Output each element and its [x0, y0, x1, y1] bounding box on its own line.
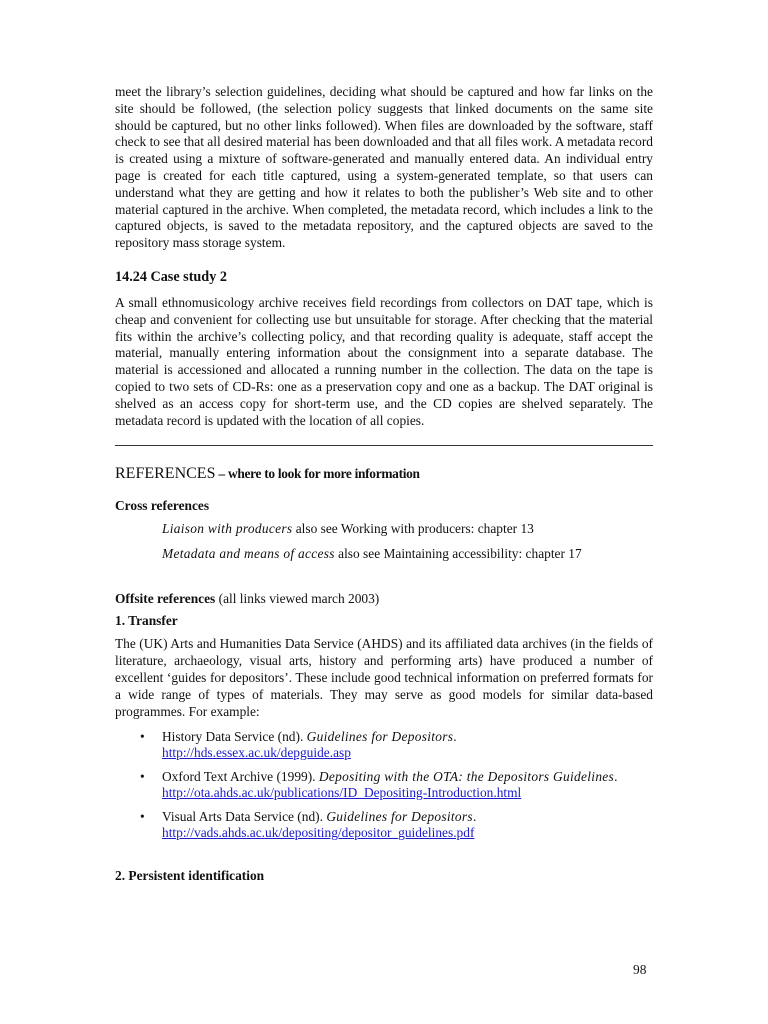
case-study-paragraph: A small ethnomusicology archive receives field recordings from collectors on DAT tape, which is cheap and convenient for collecting use but unsuitable for storage. After checking that the material fits within the archive’s collecting policy, and that recording quality is adequate, staff accept the material, manually entering information about the consignment into a separate database. The material is accessioned and allocated a running number in the collection. The data on the tape is copied to two sets of CD-Rs: one as a preservation copy and one as a backup. The DAT original is shelved as an access copy for short-term use, and the CD copies are shelved separately. The metadata record is updated with the location of all copies.: [115, 294, 653, 428]
reference-end: .: [614, 769, 618, 785]
reference-link[interactable]: http://ota.ahds.ac.uk/publications/ID_Depositing-Introduction.html: [162, 785, 522, 801]
cross-reference-topic: Metadata and means of access: [162, 546, 335, 562]
cross-reference-item: [162, 520, 653, 537]
persistent-identification-heading: 2. Persistent identification: [115, 868, 265, 884]
page-content: [115, 84, 653, 884]
reference-title: Guidelines for Depositors: [326, 809, 473, 825]
reference-title: Guidelines for Depositors: [306, 729, 454, 745]
list-item: [115, 769, 653, 801]
reference-source: Visual Arts Data Service (nd).: [162, 809, 327, 825]
reference-link[interactable]: http://hds.essex.ac.uk/depguide.asp: [162, 745, 351, 761]
reference-end: .: [453, 729, 457, 745]
cross-references-heading: Cross references: [115, 498, 210, 514]
cross-reference-topic: Liaison with producers: [162, 521, 293, 537]
references-subtitle: – where to look for more information: [215, 466, 420, 482]
list-item: [115, 809, 653, 841]
cross-reference-item: [162, 545, 653, 562]
reference-source: History Data Service (nd).: [162, 729, 307, 745]
references-heading: REFERENCES: [115, 465, 216, 483]
case-study-heading: 14.24 Case study 2: [115, 268, 227, 285]
cross-reference-target: also see Maintaining accessibility: chapter 17: [334, 546, 582, 562]
cross-reference-target: also see Working with producers: chapter 13: [292, 521, 534, 537]
bullet-icon: •: [140, 769, 145, 785]
reference-link[interactable]: http://vads.ahds.ac.uk/depositing/depositor_guidelines.pdf: [162, 825, 475, 841]
intro-paragraph: meet the library’s selection guidelines, deciding what should be captured and how far links on the site should be followed, (the selection policy suggests that linked documents on the same site should be captured, but no other links followed). When files are downloaded by the software, staff check to see that all desired material has been downloaded and that all files work. A metadata record is created using a mixture of software-generated and manually entered data. An individual entry page is created for each title captured, using a system-generated template, so that users can understand what they are getting and how it relates to both the publisher’s Web site and to other material captured in the archive. When completed, the metadata record, which includes a link to the captured objects, is saved to the metadata repository, and the captured objects are saved to the repository mass storage system.: [115, 84, 653, 251]
depositor-guides-list: [115, 729, 653, 841]
reference-title: Depositing with the OTA: the Depositors Guidelines: [318, 769, 615, 785]
list-item: [115, 729, 653, 761]
page-number: 98: [633, 962, 647, 977]
transfer-heading: 1. Transfer: [115, 613, 178, 629]
reference-end: .: [472, 809, 477, 825]
offsite-references-note: (all links viewed march 2003): [215, 591, 380, 607]
bullet-icon: •: [140, 729, 145, 745]
bullet-icon: •: [140, 809, 145, 825]
section-divider: [115, 445, 653, 446]
offsite-references-heading: Offsite references: [115, 591, 216, 607]
transfer-paragraph: The (UK) Arts and Humanities Data Service (AHDS) and its affiliated data archives (in the fields of literature, archaeology, visual arts, history and performing arts) have produced a number of excellent ‘guides for depositors’. These include good technical information on preferred formats for a wide range of types of materials. They may serve as good models for similar data-based programmes. For example:: [115, 636, 653, 719]
offsite-references-line: [115, 590, 653, 607]
reference-source: Oxford Text Archive (1999).: [162, 769, 319, 785]
references-title: [115, 463, 653, 485]
